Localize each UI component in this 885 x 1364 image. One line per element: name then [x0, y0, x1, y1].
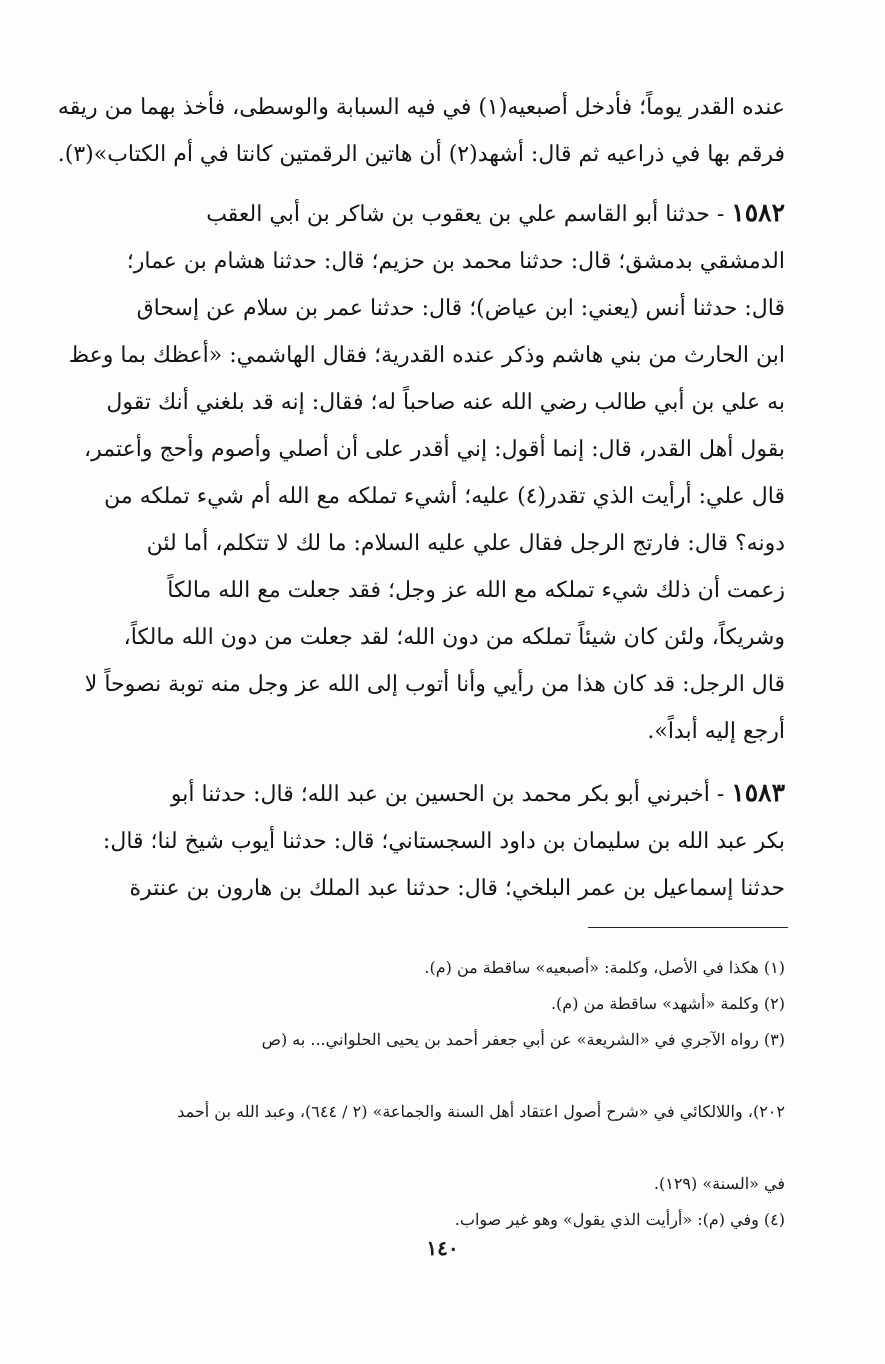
footnote-line: (٣) رواه الآجري في «الشريعة» عن أبي جعفر أحمد بن يحيى الحلواني... به (ص — [261, 1030, 785, 1049]
text-line: زعمت أن ذلك شيء تملكه مع الله عز وجل؛ فقد جعلت مع الله مالكاً — [167, 578, 785, 603]
text-line — [50, 189, 785, 238]
footnote-line: (١) هكذا في الأصل، وكلمة: «أصبعيه» ساقطة من (م). — [424, 958, 785, 977]
footnote-4 — [80, 1202, 785, 1238]
text-line: عنده القدر يوماً؛ فأدخل أصبعيه(١) في فيه السبابة والوسطى، فأخذ بهما من ريقه — [57, 95, 785, 120]
main-text — [50, 84, 785, 912]
text-line: حدثنا إسماعيل بن عمر البلخي؛ قال: حدثنا عبد الملك بن هارون بن عنترة — [129, 876, 785, 901]
hadith-1582 — [50, 189, 785, 755]
text-line-rest: - حدثنا أبو القاسم علي بن يعقوب بن شاكر بن أبي العقب — [206, 202, 732, 227]
text-line: قال: حدثنا أنس (يعني: ابن عياض)؛ قال: حدثنا عمر بن سلام عن إسحاق — [136, 296, 785, 321]
paragraph-continuation — [50, 84, 785, 178]
text-line: وشريكاً، ولئن كان شيئاً تملكه من دون الله؛ لقد جعلت من دون الله مالكاً، — [123, 625, 785, 650]
text-line: قال الرجل: قد كان هذا من رأيي وأنا أتوب إلى الله عز وجل منه توبة نصوحاً لا — [84, 672, 785, 697]
footnote-line: (٤) وفي (م): «أرأيت الذي يقول» وهو غير صواب. — [454, 1210, 785, 1229]
footnote-line: ٢٠٢)، واللالكائي في «شرح أصول اعتقاد أهل السنة والجماعة» (٢ / ٦٤٤)، وعبد الله بن أحمد — [177, 1102, 785, 1121]
text-line: به علي بن أبي طالب رضي الله عنه صاحباً له؛ فقال: إنه قد بلغني أنك تقول — [106, 390, 785, 415]
hadith-number: ١٥٨٣ — [731, 778, 785, 807]
footnote-line: في «السنة» (١٢٩). — [653, 1174, 785, 1193]
text-line: ابن الحارث من بني هاشم وذكر عنده القدرية؛ فقال الهاشمي: «أعظك بما وعظ — [68, 343, 785, 368]
hadith-number: ١٥٨٢ — [731, 198, 785, 227]
text-line-rest: - أخبرني أبو بكر محمد بن الحسين بن عبد الله؛ قال: حدثنا أبو — [170, 782, 732, 807]
text-line: بقول أهل القدر، قال: إنما أقول: إني أقدر على أن أصلي وأصوم وأحج وأعتمر، — [84, 437, 785, 462]
footnote-separator — [588, 927, 788, 928]
footnote-1 — [80, 950, 785, 986]
footnote-3 — [80, 1022, 785, 1202]
text-line: أرجع إليه أبداً». — [647, 719, 785, 744]
text-line: الدمشقي بدمشق؛ قال: حدثنا محمد بن حزيم؛ قال: حدثنا هشام بن عمار؛ — [126, 249, 785, 274]
page-number: ١٤٠ — [426, 1236, 459, 1260]
text-line: فرقم بها في ذراعيه ثم قال: أشهد(٢) أن هاتين الرقمتين كانتا في أم الكتاب»(٣). — [57, 142, 785, 167]
hadith-1583 — [50, 769, 785, 912]
footnote-line: (٢) وكلمة «أشهد» ساقطة من (م). — [550, 994, 785, 1013]
text-line — [50, 769, 785, 818]
footnote-2 — [80, 986, 785, 1022]
text-line: دونه؟ قال: فارتج الرجل فقال علي عليه السلام: ما لك لا تتكلم، أما لئن — [146, 531, 785, 556]
footnotes — [80, 950, 785, 1238]
text-line: بكر عبد الله بن سليمان بن داود السجستاني؛ قال: حدثنا أيوب شيخ لنا؛ قال: — [102, 829, 785, 854]
text-line: قال علي: أرأيت الذي تقدر(٤) عليه؛ أشيء تملكه مع الله أم شيء تملكه من — [104, 484, 785, 509]
